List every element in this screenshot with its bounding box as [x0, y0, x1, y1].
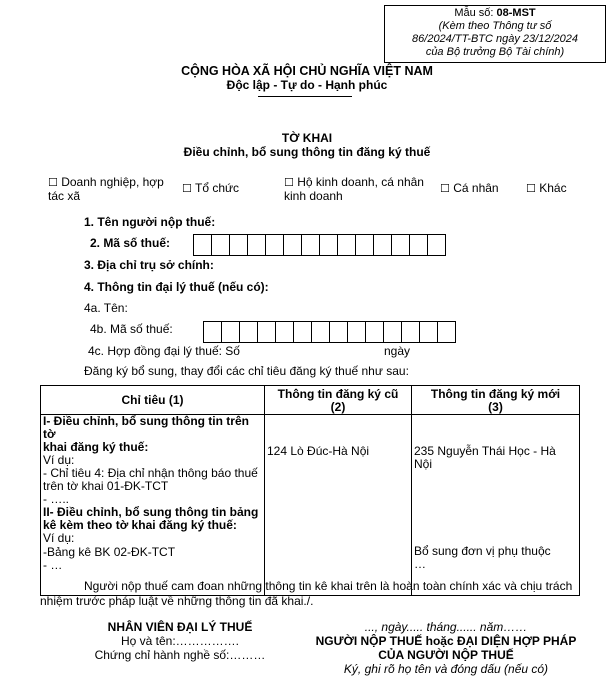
agent-tax-code-digit[interactable] — [401, 321, 420, 343]
form-code-label: Mẫu số: — [454, 7, 494, 19]
field-agent-contract: 4c. Hợp đồng đại lý thuế: Số — [88, 344, 240, 358]
tax-code-digit[interactable] — [337, 234, 356, 256]
col-header-chi-tieu: Chỉ tiêu (1) — [41, 386, 265, 415]
checkbox-ho-kinh-doanh[interactable] — [284, 175, 424, 189]
table-header-row — [41, 386, 580, 415]
signer-title-cont: CỦA NGƯỜI NỘP THUẾ — [378, 648, 514, 662]
form-code-box — [384, 5, 606, 63]
agent-tax-code-digit[interactable] — [239, 321, 258, 343]
doc-title: TỜ KHAI — [281, 131, 333, 145]
signer-note: Ký, ghi rõ họ tên và đóng dấu (nếu có) — [343, 662, 549, 676]
checkbox-label: Hộ kinh doanh, cá nhân — [297, 175, 424, 189]
agent-block — [70, 620, 290, 662]
tax-code-digit[interactable] — [265, 234, 284, 256]
tax-code-digit[interactable] — [319, 234, 338, 256]
col-header-new-label: Thông tin đăng ký mới — [430, 386, 561, 401]
form-code-line1: (Kèm theo Thông tư số — [438, 20, 552, 32]
agent-tax-code-digit[interactable] — [275, 321, 294, 343]
checkbox-to-chuc[interactable] — [182, 181, 239, 195]
agent-tax-code-digit[interactable] — [311, 321, 330, 343]
field-agent-tax-code-label: 4b. Mã số thuế: — [90, 322, 173, 336]
signer-block — [296, 620, 596, 676]
cell-old-info[interactable] — [265, 415, 412, 596]
tax-code-digit[interactable] — [211, 234, 230, 256]
col-header-old-label: Thông tin đăng ký cũ — [277, 386, 399, 401]
section1-title-cont: khai đăng ký thuế: — [43, 440, 149, 454]
new-dots: … — [414, 557, 426, 571]
checkbox-icon[interactable]: ☐ — [526, 182, 536, 195]
section1-title: I- Điều chỉnh, bổ sung thông tin trên tờ — [43, 414, 249, 441]
agent-tax-code-digit[interactable] — [347, 321, 366, 343]
agent-tax-code-digit[interactable] — [221, 321, 240, 343]
section2-title-cont: kê kèm theo tờ khai đăng ký thuế: — [43, 518, 237, 532]
field-tax-code-label: 2. Mã số thuế: — [90, 236, 171, 250]
motto-underline — [258, 96, 352, 97]
tax-code-digit[interactable] — [355, 234, 374, 256]
agent-tax-code-digit[interactable] — [419, 321, 438, 343]
agent-tax-code-digit[interactable] — [293, 321, 312, 343]
example2: Ví dụ: — [43, 531, 75, 545]
national-title: CỘNG HÒA XÃ HỘI CHỦ NGHĨA VIỆT NAM — [181, 64, 433, 78]
tax-code-digit[interactable] — [229, 234, 248, 256]
registration-table — [40, 385, 580, 596]
item1-cont: trên tờ khai 01-ĐK-TCT — [43, 479, 169, 493]
tax-code-digit[interactable] — [283, 234, 302, 256]
agent-tax-code-input[interactable] — [203, 321, 455, 343]
field-agent-contract-date: ngày — [384, 344, 411, 358]
agent-title: NHÂN VIÊN ĐẠI LÝ THUẾ — [107, 620, 253, 634]
checkbox-icon[interactable]: ☐ — [440, 182, 450, 195]
checkbox-label: Doanh nghiệp, hợp — [61, 175, 164, 189]
agent-tax-code-digit[interactable] — [329, 321, 348, 343]
field-agent-name: 4a. Tên: — [84, 301, 128, 315]
checkbox-doanh-nghiep-label-cont: tác xã — [48, 189, 81, 203]
tax-code-digit[interactable] — [409, 234, 428, 256]
form-code-line3: của Bộ trưởng Bộ Tài chính) — [425, 46, 565, 58]
table-row — [41, 415, 580, 596]
tax-code-digit[interactable] — [301, 234, 320, 256]
tax-code-digit[interactable] — [193, 234, 212, 256]
old-value: 124 Lò Đúc-Hà Nội — [267, 444, 370, 458]
intro-line: Đăng ký bổ sung, thay đổi các chỉ tiêu đăng ký thuế như sau: — [84, 364, 409, 378]
checkbox-label: Tổ chức — [195, 181, 240, 195]
field-taxpayer-name: 1. Tên người nộp thuế: — [84, 215, 216, 229]
cell-chi-tieu[interactable] — [41, 415, 265, 596]
agent-tax-code-digit[interactable] — [257, 321, 276, 343]
cell-new-info[interactable] — [412, 415, 580, 596]
checkbox-khac[interactable] — [526, 181, 567, 195]
item2-dots: - … — [43, 558, 63, 572]
signer-title: NGƯỜI NỘP THUẾ hoặc ĐẠI DIỆN HỢP PHÁP — [315, 634, 577, 648]
checkbox-label: Cá nhân — [453, 181, 499, 195]
checkbox-ho-kinh-doanh-label-cont: kinh doanh — [284, 189, 343, 203]
agent-tax-code-digit[interactable] — [365, 321, 384, 343]
agent-tax-code-digit[interactable] — [383, 321, 402, 343]
section2-title: II- Điều chỉnh, bổ sung thông tin bảng — [43, 505, 259, 519]
new-value: 235 Nguyễn Thái Học - Hà Nội — [414, 444, 556, 471]
tax-code-digit[interactable] — [247, 234, 266, 256]
form-code-title — [385, 7, 605, 20]
checkbox-doanh-nghiep[interactable] — [48, 175, 164, 189]
tax-code-digit[interactable] — [391, 234, 410, 256]
checkbox-icon[interactable]: ☐ — [182, 182, 192, 195]
checkbox-label: Khác — [539, 181, 567, 195]
item1-dots: - ….. — [43, 492, 69, 506]
example1: Ví dụ: — [43, 453, 75, 467]
col-header-new-num: (3) — [488, 399, 503, 414]
checkbox-icon[interactable]: ☐ — [284, 176, 294, 189]
field-tax-agent: 4. Thông tin đại lý thuế (nếu có): — [84, 280, 269, 294]
new-item2: Bổ sung đơn vị phụ thuộc — [414, 544, 551, 558]
form-code-line2: 86/2024/TT-BTC ngày 23/12/2024 — [412, 33, 578, 45]
col-header-new — [412, 386, 580, 415]
col-header-old-num: (2) — [330, 399, 346, 414]
tax-code-input[interactable] — [193, 234, 445, 256]
col-header-old — [265, 386, 412, 415]
checkbox-icon[interactable]: ☐ — [48, 176, 58, 189]
tax-code-digit[interactable] — [427, 234, 446, 256]
commitment-line2: nhiệm trước pháp luật về những thông tin đã khai./. — [40, 594, 314, 608]
commitment-line1: Người nộp thuế cam đoan những thông tin kê khai trên là hoàn toàn chính xác và chịu trách — [84, 579, 573, 593]
agent-tax-code-digit[interactable] — [437, 321, 456, 343]
agent-cert: Chứng chỉ hành nghề số:……… — [94, 648, 266, 662]
agent-tax-code-digit[interactable] — [203, 321, 222, 343]
checkbox-ca-nhan[interactable] — [440, 181, 499, 195]
form-code-number: 08-MST — [496, 7, 536, 19]
field-address: 3. Địa chỉ trụ sở chính: — [84, 258, 214, 272]
tax-code-digit[interactable] — [373, 234, 392, 256]
item1: - Chỉ tiêu 4: Địa chỉ nhận thông báo thuế — [43, 466, 258, 480]
agent-name: Họ và tên:……………. — [120, 634, 240, 648]
motto: Độc lập - Tự do - Hạnh phúc — [226, 78, 388, 92]
doc-subtitle: Điều chỉnh, bổ sung thông tin đăng ký thuế — [183, 145, 431, 159]
item2: -Bảng kê BK 02-ĐK-TCT — [43, 545, 176, 559]
signer-date: ..., ngày..... tháng...... năm…… — [364, 620, 528, 634]
